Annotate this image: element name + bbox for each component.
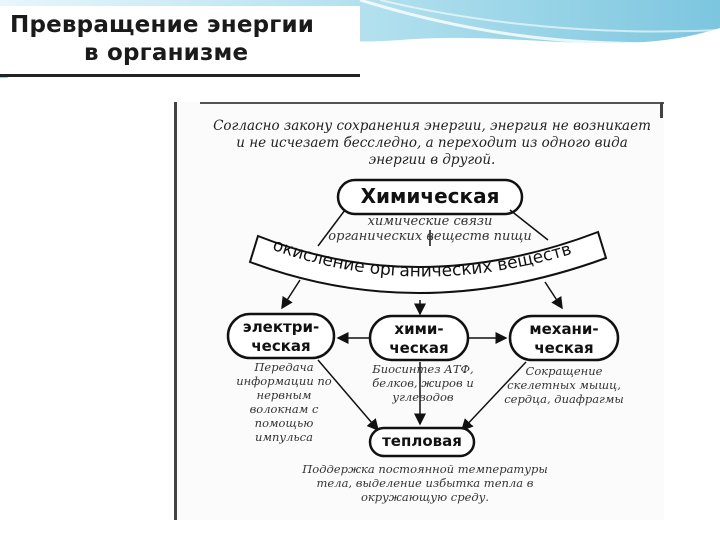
slide-title-line1: Превращение энергии (10, 12, 315, 38)
node-mechanical-label2: ческая (534, 339, 594, 357)
node-chemical-note: Биосинтез АТФ, белков, жиров и углеводов (372, 362, 474, 404)
node-mechanical-label1: механи- (529, 320, 599, 338)
node-electric-note: Передача информации по нервным волокнам с помощью импульса (236, 360, 332, 444)
oxidation-label: окисление органических веществ (270, 235, 574, 282)
arrow-arc-mechanical (545, 282, 562, 308)
energy-law-text: Согласно закону сохранения энергии, энергия не возникает и не исчезает бесследно, а переходит из одного вида энергии в другой. (213, 118, 651, 168)
node-thermal-note: Поддержка постоянной температуры тела, выделение избытка тепла в окружающую среду. (302, 462, 548, 504)
node-electric-label1: электри- (242, 318, 320, 336)
arrow-arc-electric (282, 280, 300, 308)
node-chemical-label1: хими- (394, 320, 444, 338)
node-electric-label2: ческая (251, 337, 311, 355)
node-chemical-label2: ческая (389, 339, 449, 357)
slide-title-line2: в организме (84, 40, 249, 66)
node-mechanical-note: Сокращение скелетных мышц, сердца, диафрагмы (504, 364, 624, 406)
node-chemical-main-note: химические связи органических веществ пищи (328, 214, 532, 244)
node-thermal-label: тепловая (382, 432, 462, 450)
node-chemical-main-label: Химическая (360, 184, 500, 208)
